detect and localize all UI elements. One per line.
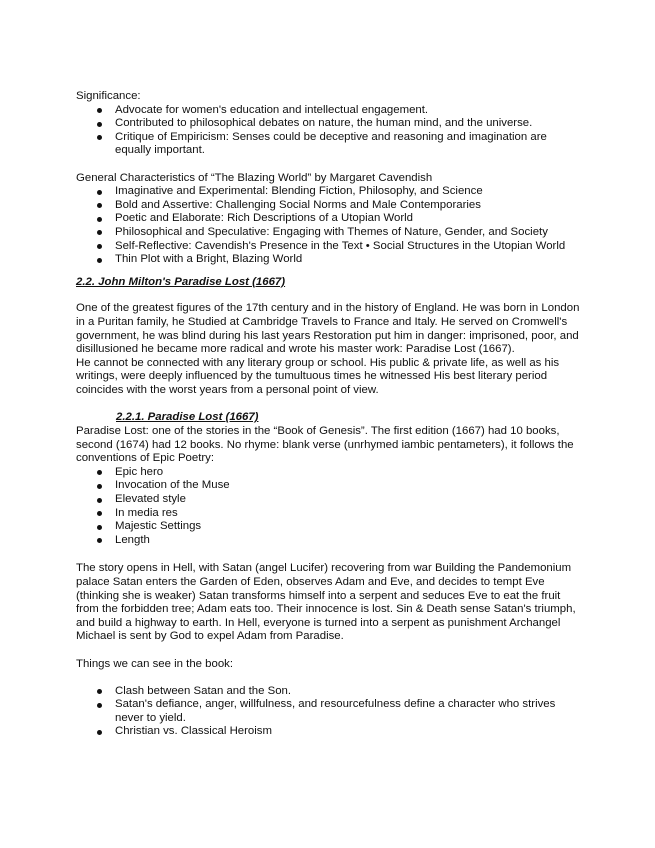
list-item: Thin Plot with a Bright, Blazing World xyxy=(76,253,581,267)
list-item: Contributed to philosophical debates on nature, the human mind, and the universe. xyxy=(76,117,581,131)
epic-conventions-list xyxy=(76,466,581,548)
characteristics-list xyxy=(76,185,581,267)
list-item: In media res xyxy=(76,507,581,521)
milton-bio-paragraph: One of the greatest figures of the 17th century and in the history of England. He was born in London in a Puritan family, he Studied at Cambridge Travels to France and Italy. He served on Cromwell's government, he was blind during his last years Restoration put him in danger: imprisoned, poor, and disillusioned he became more radical and wrote his master work: Paradise Lost (1667). xyxy=(76,302,580,356)
section-heading-2-2: 2.2. John Milton's Paradise Lost (1667) xyxy=(76,275,286,288)
milton-context-paragraph: He cannot be connected with any literary group or school. His public & private life, as well as his writings, were deeply influenced by the tumultuous times he witnessed His best literary period coincides with the worst years from a personal point of view. xyxy=(76,356,560,396)
list-item: Critique of Empiricism: Senses could be deceptive and reasoning and imagination are equally important. xyxy=(76,131,581,158)
list-item: Philosophical and Speculative: Engaging with Themes of Nature, Gender, and Society xyxy=(76,226,581,240)
list-item: Bold and Assertive: Challenging Social Norms and Male Contemporaries xyxy=(76,199,581,213)
paradise-lost-intro: Paradise Lost: one of the stories in the “Book of Genesis”. The first edition (1667) had 10 books, second (1674) had 12 books. No rhyme: blank verse (unrhymed iambic pentameters), it follows the conventions of Epic Poetry: xyxy=(76,425,574,465)
list-item: Elevated style xyxy=(76,493,581,507)
document-page xyxy=(76,90,581,739)
list-item: Satan's defiance, anger, willfulness, and resourcefulness define a character who strives never to yield. xyxy=(76,698,581,725)
list-item: Self-Reflective: Cavendish's Presence in the Text • Social Structures in the Utopian World xyxy=(76,240,581,254)
list-item: Imaginative and Experimental: Blending Fiction, Philosophy, and Science xyxy=(76,185,581,199)
things-list xyxy=(76,685,581,739)
significance-label: Significance: xyxy=(76,90,141,102)
list-item: Invocation of the Muse xyxy=(76,479,581,493)
list-item: Majestic Settings xyxy=(76,520,581,534)
significance-list xyxy=(76,104,581,158)
list-item: Christian vs. Classical Heroism xyxy=(76,725,581,739)
characteristics-label: General Characteristics of “The Blazing World” by Margaret Cavendish xyxy=(76,171,433,184)
things-label: Things we can see in the book: xyxy=(76,657,234,670)
list-item: Poetic and Elaborate: Rich Descriptions of a Utopian World xyxy=(76,212,581,226)
list-item: Epic hero xyxy=(76,466,581,480)
section-heading-2-2-1: 2.2.1. Paradise Lost (1667) xyxy=(116,411,259,424)
list-item: Advocate for women's education and intellectual engagement. xyxy=(76,104,581,118)
list-item: Clash between Satan and the Son. xyxy=(76,685,581,699)
story-summary-paragraph: The story opens in Hell, with Satan (angel Lucifer) recovering from war Building the Pandemonium palace Satan enters the Garden of Eden, observes Adam and Eve, and decides to tempt Eve (thinking she is weaker) Satan transforms himself into a serpent and seduces Eve to eat the fruit from the forbidden tree; Adam eats too. Their innocence is lost. Sin & Death sense Satan's triumph, and build a highway to earth. In Hell, everyone is turned into a serpent as punishment Archangel Michael is sent by God to expel Adam from Paradise. xyxy=(76,562,576,643)
list-item: Length xyxy=(76,534,581,548)
